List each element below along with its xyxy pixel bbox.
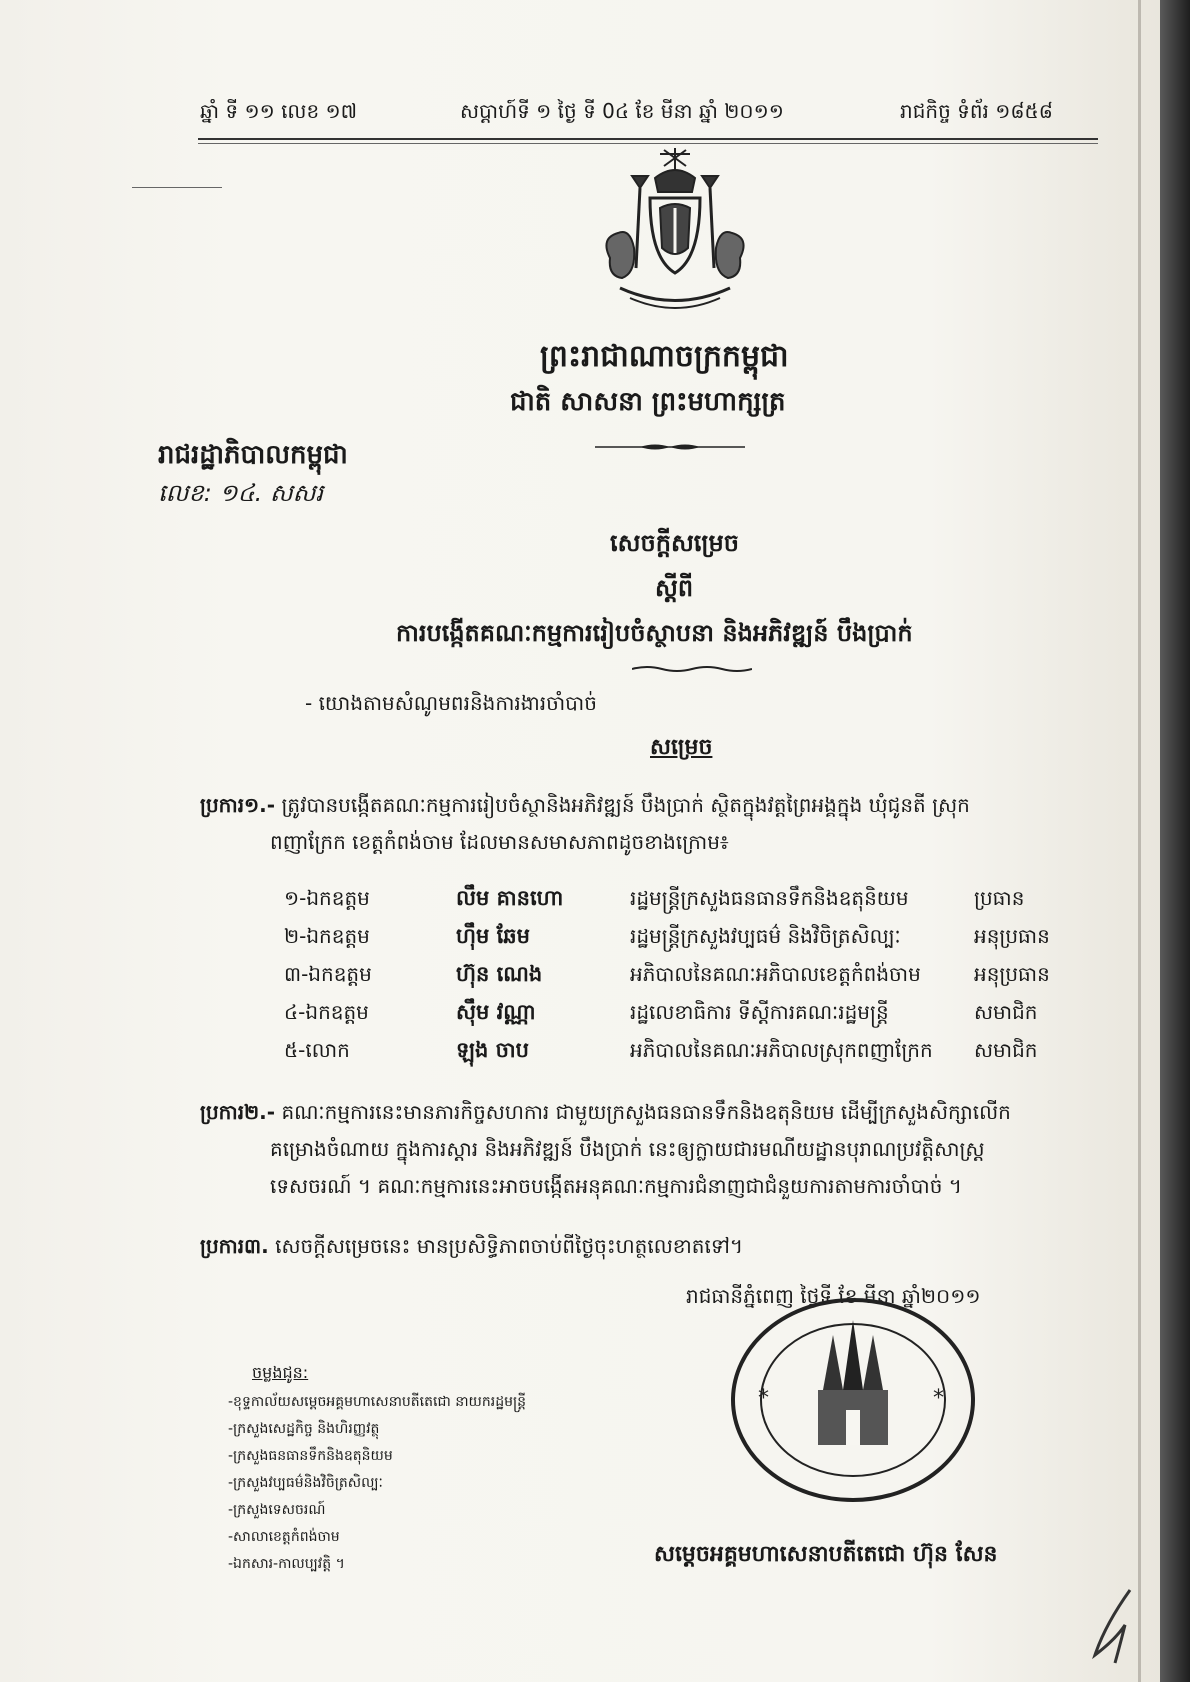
svg-text:*: *	[933, 1386, 944, 1411]
svg-text:*: *	[758, 1386, 769, 1411]
copy-recipient: -ក្រសួងទេសចរណ៍	[228, 1502, 326, 1518]
issuing-authority: រាជរដ្ឋាភិបាលកម្ពុជា	[158, 440, 348, 470]
article-1	[200, 787, 1060, 861]
article-1-label: ប្រការ១.-	[200, 793, 276, 817]
member-row	[284, 999, 1064, 1037]
header-gazette-page: រាជកិច្ច ទំព័រ ១៨៥៨	[900, 99, 1053, 123]
member-number: ៣-ឯកឧត្តម	[284, 962, 372, 986]
header-date: សប្តាហ៍ទី ១ ថ្ងៃ ទី 0៤ ខែ មីនា ឆ្នាំ ២០១១	[460, 99, 784, 123]
member-position: រដ្ឋមន្ត្រីក្រសួងធនធានទឹកនិងឧតុនិយម	[630, 886, 909, 910]
royal-coat-of-arms-icon	[600, 148, 750, 313]
member-position: អភិបាលនៃគណៈអភិបាលស្រុកពញាក្រែក	[630, 1038, 933, 1062]
article-2	[200, 1094, 1080, 1205]
copies-heading: ចម្លងជូន:	[252, 1363, 309, 1382]
signatory-name: សម្តេចអគ្គមហាសេនាបតីតេជោ ហ៊ុន សែន	[654, 1542, 998, 1567]
divider-ornament	[595, 442, 745, 452]
member-number: ៤-ឯកឧត្តម	[284, 1000, 369, 1024]
decides-heading: សម្រេច	[650, 735, 713, 760]
kingdom-title: ព្រះរាជាណាចក្រកម្ពុជា	[540, 339, 789, 374]
member-role: ប្រធាន	[974, 886, 1025, 910]
member-role: សមាជិក	[974, 1038, 1038, 1062]
article-2-line-3: ទេសចរណ៍ ។ គណៈកម្មការនេះអាចបង្កើតអនុគណៈកម្មការជំនាញជាជំនួយការតាមការចាំបាច់ ។	[270, 1174, 962, 1198]
member-name: ឡុង ចាប	[456, 1038, 529, 1062]
article-1-line-1: ត្រូវបានបង្កើតគណៈកម្មការរៀបចំស្ថានិងអភិវឌ្ឍន៍ បឹងប្រាក់ ស្ថិតក្នុងវត្តព្រៃអង្គក្នុង ឃុំជូនតី ស្រុក	[281, 793, 970, 817]
copy-recipient: -ក្រសួងធនធានទឹកនិងឧតុនិយម	[228, 1448, 393, 1464]
citation: - យោងតាមសំណូមពរនិងការងារចាំបាច់	[305, 691, 597, 715]
member-position: រដ្ឋមន្ត្រីក្រសួងវប្បធម៌ និងវិចិត្រសិល្បៈ	[630, 924, 901, 948]
member-position: រដ្ឋលេខាធិការ ទីស្តីការគណៈរដ្ឋមន្ត្រី	[630, 1000, 889, 1024]
member-number: ១-ឯកឧត្តម	[284, 886, 370, 910]
article-2-line-1: គណៈកម្មការនេះមានភារកិច្ចសហការ ជាមួយក្រសួងធនធានទឹកនិងឧតុនិយម ដើម្បីក្រសួងសិក្សាលើក	[281, 1100, 1011, 1124]
date-line: រាជធានីភ្នំពេញ ថ្ងៃទី ខែ មីនា ឆ្នាំ២០១១	[686, 1284, 981, 1308]
article-2-label: ប្រការ២.-	[200, 1100, 276, 1124]
header-year-issue: ឆ្នាំ ទី ១១ លេខ ១៧	[200, 99, 358, 123]
scan-border	[1160, 0, 1190, 1682]
member-row	[284, 923, 1064, 961]
article-3-label: ប្រការ៣.	[200, 1234, 269, 1258]
copy-recipient: -ឯកសារ-កាលប្បវត្តិ ។	[228, 1556, 345, 1572]
copy-recipient: -សាលាខេត្តកំពង់ចាម	[228, 1529, 340, 1545]
page-edge-line	[1138, 0, 1141, 1682]
copy-recipient: -ក្រសួងសេដ្ឋកិច្ច និងហិរញ្ញវត្ថុ	[228, 1421, 380, 1437]
member-name: លឹម គានហោ	[456, 886, 564, 910]
member-row	[284, 1037, 1064, 1075]
article-3	[200, 1228, 1080, 1265]
member-role: អនុប្រធាន	[974, 962, 1050, 986]
article-2-line-2: គម្រោងចំណាយ ក្នុងការស្តារ និងអភិវឌ្ឍន៍ បឹងប្រាក់ នេះឲ្យក្លាយជារមណីយដ្ឋានបុរាណប្រវត្តិសាស្ត្រ	[270, 1137, 985, 1161]
member-row	[284, 885, 1064, 923]
subject-ornament	[632, 665, 752, 673]
member-name: ស៊ឹម វណ្ណា	[456, 1000, 536, 1024]
member-row	[284, 961, 1064, 999]
about-label: ស្តីពី	[655, 574, 694, 602]
member-role: អនុប្រធាន	[974, 924, 1050, 948]
article-1-line-2: ពញាក្រែក ខេត្តកំពង់ចាម ដែលមានសមាសភាពដូចខាងក្រោម៖	[270, 830, 729, 854]
official-seal-icon	[728, 1295, 978, 1505]
member-number: ៥-លោក	[284, 1038, 350, 1062]
member-number: ២-ឯកឧត្តម	[284, 924, 370, 948]
copy-recipient: -ក្រសួងវប្បធម៌និងវិចិត្រសិល្បៈ	[228, 1475, 383, 1491]
member-role: សមាជិក	[974, 1000, 1038, 1024]
header-rule-thin	[198, 143, 1098, 144]
member-name: ហ៊ឹម ឆែម	[456, 924, 530, 948]
subject-title: ការបង្កើតគណៈកម្មការរៀបចំស្ថាបនា និងអភិវឌ្ឍន៍ បឹងប្រាក់	[396, 619, 913, 647]
handwritten-mark-icon	[1085, 1585, 1145, 1665]
header-rule	[198, 138, 1098, 140]
margin-line	[132, 187, 222, 188]
article-3-text: សេចក្តីសម្រេចនេះ មានប្រសិទ្ធិភាពចាប់ពីថ្ងៃចុះហត្ថលេខាតទៅ។	[275, 1234, 744, 1258]
document-title: សេចក្តីសម្រេច	[610, 529, 740, 557]
national-motto: ជាតិ សាសនា ព្រះមហាក្សត្រ	[510, 387, 786, 417]
reference-number: លេខ: ១៤. សសរ	[158, 479, 324, 507]
member-position: អភិបាលនៃគណៈអភិបាលខេត្តកំពង់ចាម	[630, 962, 921, 986]
member-name: ហ៊ុន ណេង	[456, 962, 543, 986]
copy-recipient: -ខុទ្ទកាល័យសម្តេចអគ្គមហាសេនាបតីតេជោ នាយករដ្ឋមន្ត្រី	[228, 1394, 527, 1410]
